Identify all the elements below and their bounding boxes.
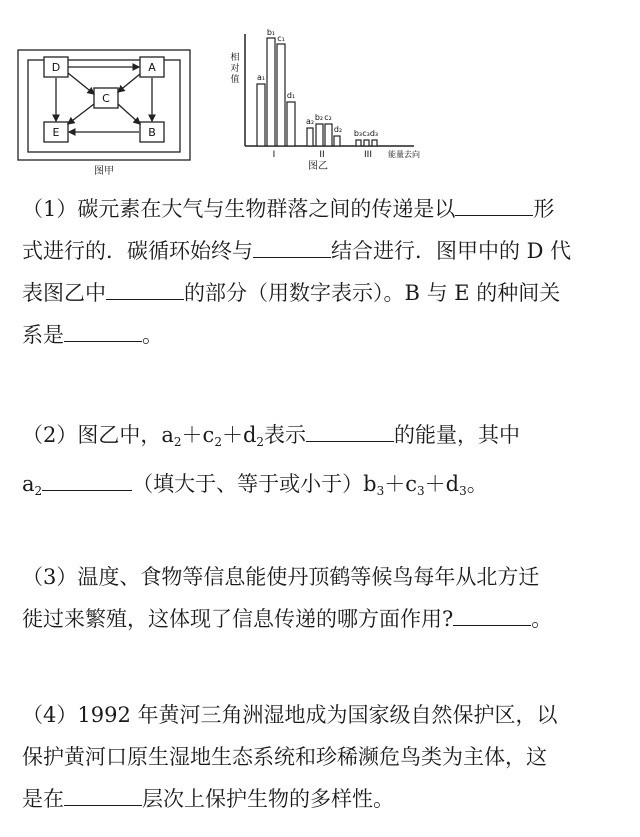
bar-c1 (277, 44, 285, 146)
q3-text-2a: 徙过来繁殖，这体现了信息传递的哪方面作用? (22, 607, 454, 631)
box-e-label: E (52, 126, 60, 139)
y-label-2: 对 (230, 64, 240, 74)
q2-mid: 表示 (264, 423, 307, 447)
question-3 (22, 556, 622, 640)
q1-text-4a: 系是 (22, 323, 64, 347)
y-label-3: 值 (230, 75, 240, 85)
q2-tail: 的能量，其中 (394, 423, 521, 447)
bar-b1 (267, 38, 275, 146)
figures (0, 0, 640, 180)
bar-d3 (372, 140, 377, 146)
label-a1: a₁ (256, 73, 266, 82)
label-c2: c₂ (324, 113, 332, 122)
label-d3: d₃ (369, 129, 379, 138)
q1-text-2b: 结合进行．图甲中的 D 代 (331, 239, 572, 263)
q2-b3-sub: 3 (376, 484, 385, 498)
label-b1: b₁ (266, 28, 276, 37)
bar-a1 (257, 84, 265, 146)
figure-b (230, 28, 420, 172)
label-b3: b₃ (353, 129, 363, 138)
group-label-1: I (272, 150, 276, 160)
y-label-1: 相 (230, 53, 240, 63)
x-axis-label: 能量去向 (388, 150, 420, 159)
q4-text-1: （4）1992 年黄河三角洲湿地成为国家级自然保护区，以 (22, 703, 558, 727)
q3-text-1: （3）温度、食物等信息能使丹顶鹤等候鸟每年从北方迁 (22, 565, 540, 589)
q1-blank-3[interactable] (106, 277, 184, 300)
label-c1: c₁ (277, 34, 285, 43)
label-b2: b₂ (314, 113, 324, 122)
q1-text-4b: 。 (142, 323, 163, 347)
q2-prefix: （2）图乙中， (22, 423, 162, 447)
q2-a2: a (22, 472, 35, 496)
box-b-label: B (148, 126, 156, 139)
bar-d1 (287, 102, 295, 146)
label-d1: d₁ (286, 91, 296, 100)
box-a-label: A (148, 61, 156, 74)
bar-a2 (307, 128, 313, 146)
q4-text-3b: 层次上保护生物的多样性。 (142, 787, 394, 811)
figure-a (18, 50, 190, 160)
q2-c: ＋c (181, 423, 215, 447)
q1-blank-2[interactable] (253, 235, 331, 258)
q4-blank[interactable] (64, 783, 142, 806)
group-label-3: III (364, 150, 372, 160)
bar-c2 (325, 124, 332, 146)
q1-blank-1[interactable] (455, 193, 533, 216)
q4-text-3a: 是在 (22, 787, 64, 811)
bar-d2 (334, 136, 340, 146)
q2-blank-2[interactable] (42, 468, 132, 491)
bar-b2 (316, 124, 323, 146)
q3-blank[interactable] (453, 603, 531, 626)
box-d-label: D (51, 61, 61, 74)
q2-c-sub: 2 (214, 435, 222, 449)
q1-blank-4[interactable] (64, 319, 142, 342)
q2-d3: ＋d (424, 472, 460, 496)
q1-text-1b: 形 (533, 197, 555, 221)
q1-text-2a: 式进行的．碳循环始终与 (22, 239, 253, 263)
figure-a-caption: 图甲 (94, 166, 114, 177)
q2-a2-sub: 2 (34, 484, 43, 498)
q2-c3: ＋c (384, 472, 418, 496)
q2-a-sub: 2 (173, 435, 182, 449)
q4-text-2: 保护黄河口原生湿地生态系统和珍稀濒危鸟类为主体，这 (22, 745, 547, 769)
label-d2: d₂ (333, 125, 343, 134)
q2-d-sub: 2 (256, 435, 265, 449)
question-1 (22, 188, 622, 356)
question-4 (22, 694, 622, 820)
label-a2: a₂ (305, 117, 315, 126)
bar-c3 (364, 140, 369, 146)
question-2 (22, 414, 622, 512)
q2-fill-hint: （填大于、等于或小于）b (132, 472, 377, 496)
q1-text-3a: 表图乙中 (22, 281, 106, 305)
q2-end: 。 (466, 472, 488, 496)
bar-b3 (356, 140, 361, 146)
q3-text-2b: 。 (531, 607, 553, 631)
box-c-label: C (102, 92, 110, 105)
q2-c3-sub: 3 (417, 484, 425, 498)
q2-d3-sub: 3 (459, 484, 467, 498)
q2-a: a (161, 423, 174, 447)
q1-text-1: （1）碳元素在大气与生物群落之间的传递是以 (22, 197, 456, 221)
group-label-2: II (319, 150, 325, 160)
q2-blank-1[interactable] (306, 419, 394, 442)
figure-b-caption: 图乙 (308, 161, 328, 172)
q2-d: ＋d (221, 423, 257, 447)
q1-text-3b: 的部分（用数字表示）。B 与 E 的种间关 (184, 281, 561, 305)
label-c3: c₃ (362, 129, 370, 138)
